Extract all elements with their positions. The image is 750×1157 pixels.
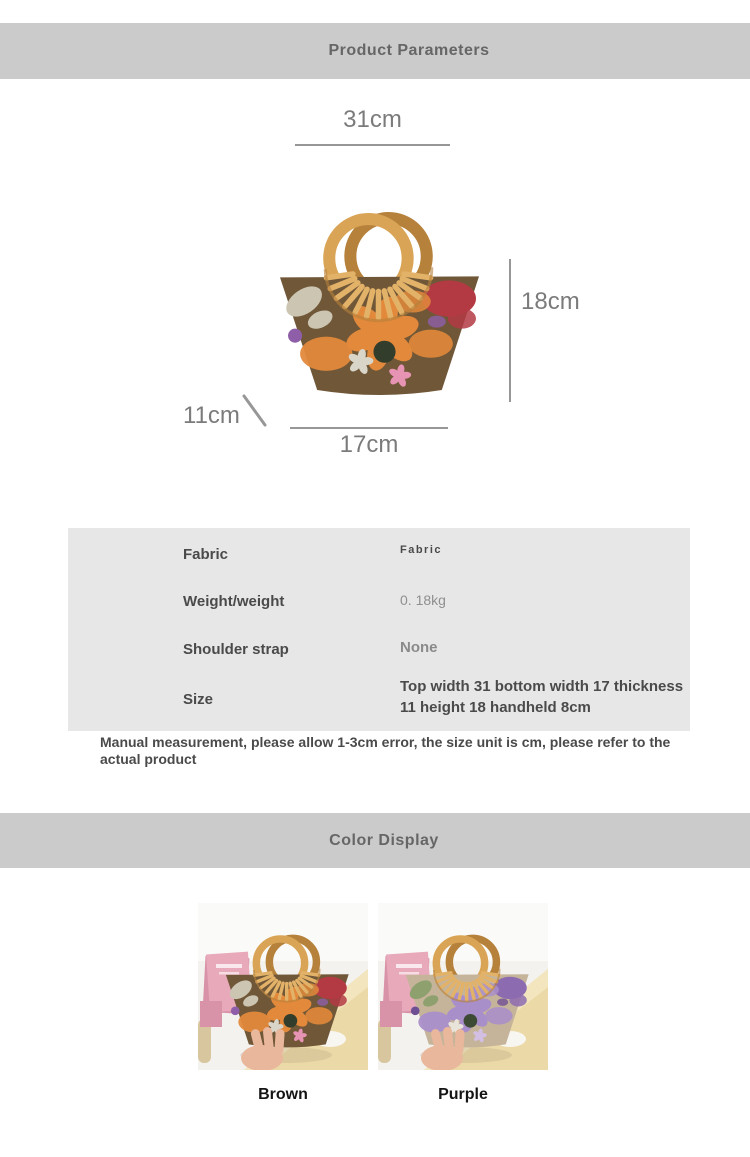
measurement-note: Manual measurement, please allow 1-3cm error, the size unit is cm, please refer to the actual product	[100, 734, 671, 767]
param-value: Top width 31 bottom width 17 thickness 11 height 18 handheld 8cm	[400, 678, 684, 716]
product-photo-brown	[198, 903, 368, 1070]
table-row-size	[0, 676, 750, 716]
section-header-product-parameters	[0, 23, 750, 79]
param-value: None	[400, 639, 438, 656]
dim-tick-depth	[240, 392, 270, 430]
table-row-shoulder-strap	[0, 641, 750, 681]
dim-label-depth: 11cm	[183, 402, 240, 429]
color-label-brown: Brown	[258, 1086, 308, 1103]
table-row-weight	[0, 593, 750, 633]
dim-line-top-width	[295, 144, 450, 146]
param-label: Fabric	[183, 546, 229, 563]
section-title-color-display: Color Display	[329, 831, 439, 849]
param-value: 0. 18kg	[400, 592, 446, 608]
param-label: Size	[183, 691, 214, 708]
product-photo-purple	[378, 903, 548, 1070]
dim-label-bottom-width: 17cm	[339, 431, 399, 458]
color-option-brown	[198, 903, 368, 1104]
dim-label-top-width: 31cm	[343, 106, 402, 133]
section-title-product-parameters: Product Parameters	[328, 42, 490, 59]
param-value: Fabric	[400, 544, 443, 556]
dim-line-height	[509, 259, 511, 402]
bag-illustration	[262, 203, 497, 400]
param-label: Weight/weight	[183, 593, 285, 610]
param-label: Shoulder strap	[183, 641, 289, 658]
dim-line-bottom-width	[290, 427, 448, 429]
dim-label-height: 18cm	[521, 288, 580, 315]
color-label-purple: Purple	[438, 1086, 488, 1103]
section-header-color-display	[0, 813, 750, 868]
color-option-purple	[378, 903, 548, 1104]
table-row-fabric	[0, 546, 750, 586]
